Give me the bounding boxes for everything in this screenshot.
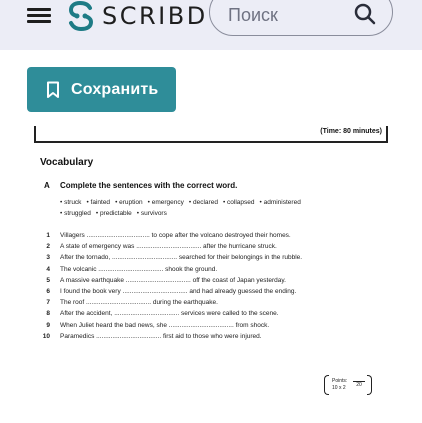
sentence-number: 10 <box>42 332 50 340</box>
sentence-item <box>40 254 380 265</box>
top-header <box>0 0 422 50</box>
sentence-number: 1 <box>46 232 50 239</box>
sentence-text: A massive earthquake .................................... off the coast of Japan yesterday. <box>60 276 286 284</box>
sentence-item <box>40 322 380 333</box>
sentence-item <box>40 310 380 321</box>
logo-text: SCRIBD <box>102 2 208 30</box>
sentence-list <box>40 232 380 344</box>
sentence-text: A state of emergency was .................................... after the hurricane struck. <box>60 243 277 251</box>
time-label: (Time: 80 minutes) <box>320 128 382 135</box>
sentence-number: 8 <box>46 310 50 318</box>
sentence-number: 4 <box>46 265 50 273</box>
search-placeholder: Поиск <box>228 5 278 25</box>
bookmark-icon <box>46 81 60 99</box>
section-title: Vocabulary <box>40 157 94 168</box>
word-bank-item: • emergency <box>147 199 184 206</box>
word-bank-item: • fainted <box>86 199 111 206</box>
sentence-number: 7 <box>46 299 50 307</box>
word-bank-item: • predictable <box>95 210 132 217</box>
word-bank-item: • administered <box>259 199 301 206</box>
sentence-number: 2 <box>46 243 50 251</box>
sentence-item <box>40 299 380 310</box>
save-button[interactable] <box>27 67 176 112</box>
sentence-text: I found the book very .................................... and had already guessed the ending. <box>60 287 297 295</box>
word-bank-item: • collapsed <box>222 199 255 206</box>
sentence-text: The volcanic .................................... shook the ground. <box>60 265 218 273</box>
sentence-number: 5 <box>46 276 50 284</box>
sentence-item <box>40 232 380 243</box>
word-bank-item: • struggled <box>60 210 91 217</box>
word-bank <box>60 197 360 219</box>
sentence-item <box>40 333 380 344</box>
points-bracket-left <box>324 375 329 395</box>
sentence-number: 3 <box>46 254 50 262</box>
document-page <box>0 130 422 423</box>
word-bank-item: • survivors <box>136 210 167 217</box>
scribd-logo[interactable] <box>68 1 208 31</box>
scribd-logo-icon <box>68 1 94 31</box>
sentence-text: When Juliet heard the bad news, she .................................... from shock. <box>60 321 270 329</box>
sentence-item <box>40 266 380 277</box>
part-letter: A <box>44 181 50 190</box>
sentence-number: 9 <box>46 321 50 329</box>
sentence-number: 6 <box>46 287 50 295</box>
sentence-item <box>40 288 380 299</box>
time-box <box>34 126 388 143</box>
menu-icon[interactable] <box>27 8 51 24</box>
sentence-text: After the tornado, .................................... searched for their belongings in the rubble. <box>60 254 303 262</box>
sentence-item <box>40 243 380 254</box>
word-bank-item: • declared <box>188 199 218 206</box>
sentence-text: The roof .................................... during the earthquake. <box>60 299 218 307</box>
sentence-text: Villagers ................................... to cope after the volcano destroyed their homes. <box>60 232 291 239</box>
search-icon[interactable] <box>353 2 377 26</box>
sentence-text: Paramedics .................................... first aid to those who were injured. <box>60 332 262 340</box>
instruction-text: Complete the sentences with the correct word. <box>60 181 238 190</box>
points-bracket-right <box>367 375 372 395</box>
sentence-text: After the accident, .................................... services were called to the scene. <box>60 310 279 318</box>
word-bank-item: • eruption <box>115 199 143 206</box>
points-box <box>324 375 372 395</box>
save-button-label: Сохранить <box>71 80 159 98</box>
sentence-item <box>40 277 380 288</box>
word-bank-item: • struck <box>60 199 82 206</box>
search-input[interactable] <box>209 0 393 36</box>
points-total: 20 <box>353 379 365 389</box>
points-label: Points: 10 x 2 <box>332 378 348 391</box>
